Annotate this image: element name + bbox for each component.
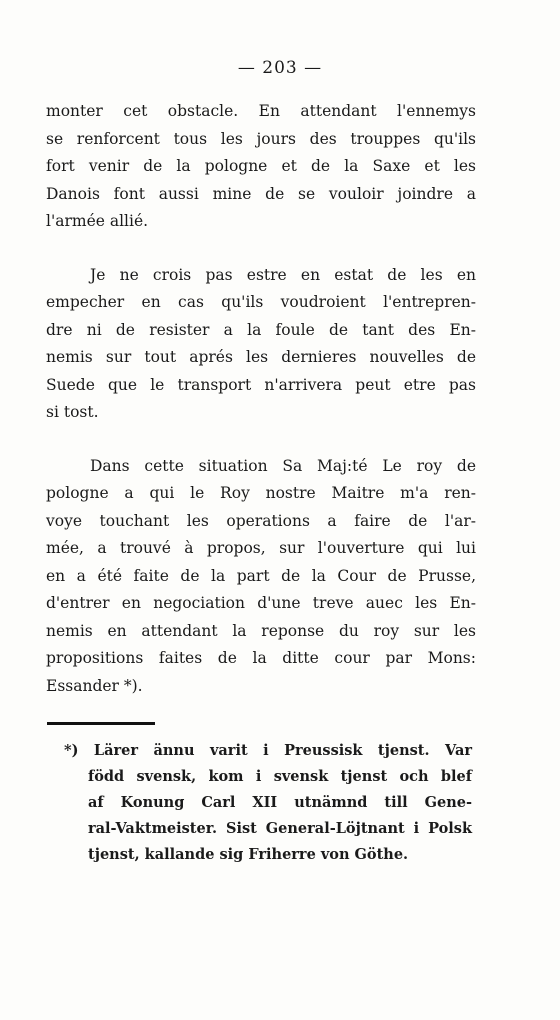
text-line: Dans cette situation Sa Maj:té Le roy de: [90, 456, 476, 475]
footnote-line: af Konung Carl XII utnämnd till Gene-: [88, 794, 472, 811]
text-line: nemis sur tout aprés les dernieres nouvelles de: [46, 348, 476, 366]
text-line: monter cet obstacle. En attendant l'ennemys: [46, 102, 476, 120]
paragraph-2: [46, 262, 476, 427]
footnote: [64, 738, 472, 868]
text-line: mée, a trouvé à propos, sur l'ouverture qui lui: [46, 539, 476, 557]
footnote-line: tjenst, kallande sig Friherre von Göthe.: [88, 846, 409, 863]
footnote-line: ral-Vaktmeister. Sist General-Löjtnant i Polsk: [88, 820, 472, 837]
text-line: Je ne crois pas estre en estat de les en: [90, 265, 476, 284]
page-number: — 203 —: [237, 58, 323, 78]
text-line: Danois font aussi mine de se vouloir joindre a: [46, 184, 476, 203]
text-line: en a été faite de la part de la Cour de Prusse,: [46, 566, 476, 585]
footnote-divider: [47, 722, 155, 725]
paragraph-3: [46, 453, 476, 701]
text-line: Essander *).: [46, 676, 143, 695]
text-line: l'armée allié.: [46, 212, 149, 230]
text-line: empecher en cas qu'ils voudroient l'entrepren-: [46, 293, 476, 311]
text-line: pologne a qui le Roy nostre Maitre m'a ren-: [46, 484, 476, 502]
text-line: voye touchant les operations a faire de l'ar-: [46, 511, 476, 530]
text-line: dre ni de resister a la foule de tant des En-: [46, 320, 476, 339]
footnote-line: född svensk, kom i svensk tjenst och blef: [88, 768, 472, 785]
main-text: [46, 98, 476, 700]
text-line: Suede que le transport n'arrivera peut etre pas: [46, 375, 476, 394]
text-line: nemis en attendant la reponse du roy sur les: [46, 621, 476, 640]
text-line: fort venir de la pologne et de la Saxe et les: [46, 157, 476, 175]
text-line: d'entrer en negociation d'une treve auec les En-: [46, 594, 476, 612]
paragraph-1: [46, 98, 476, 236]
text-line: se renforcent tous les jours des trouppes qu'ils: [46, 129, 476, 148]
text-line: propositions faites de la ditte cour par Mons:: [46, 649, 476, 667]
footnote-line: *) Lärer ännu varit i Preussisk tjenst. Var: [64, 742, 472, 759]
text-line: si tost.: [46, 403, 99, 421]
